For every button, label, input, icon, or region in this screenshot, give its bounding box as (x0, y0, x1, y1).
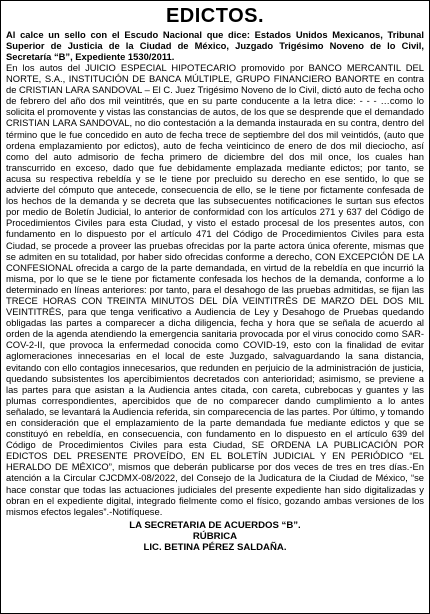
signature-rubric: RÚBRICA (192, 531, 238, 543)
signature-name: LIC. BETINA PÉREZ SALDAÑA. (143, 542, 287, 554)
page-title: EDICTOS. (165, 5, 265, 27)
signature-block (6, 520, 424, 554)
edict-body: En los autos del JUICIO ESPECIAL HIPOTECARIO promovido por BANCO MERCANTIL DEL NORTE, S.A., INSTITUCIÓN DE BANCA MÚLTIPLE, GRUPO FINANCIERO BANORTE en contra de CRISTIAN LARA SANDOVAL – El C. Juez Trigésimo Noveno de lo Civil, dictó auto de fecha ocho de febrero del año dos mil veintitrés, que en su parte conducente a la letra dice: - - - …como lo solicita el promovente y vistas las constancias de autos, de los que se desprende que el demandado CRISTIAN LARA SANDOVAL, no dio contestación a la demanda instaurada en su contra, dentro del término que le fue concedido en auto de fecha trece de septiembre del dos mil veintidós, (auto que ordena emplazamiento por edictos), auto de fecha veinticinco de enero de dos mil dieciocho, así como del auto admisorio de fecha primero de diciembre del dos mil once, los cuales han transcurrido en exceso, dado que fue debidamente emplazada mediante edictos; por tanto, se acusa su respectiva rebeldía y se le tiene por precluido su derecho en ese sentido, lo que se advierte del cómputo que antecede, consecuencia de ello, se le tiene por fictamente confesada de los hechos de la demanda y se decreta que las subsecuentes notificaciones le surtan sus efectos por medio de Boletín Judicial, lo anterior de conformidad con los artículos 271 y 637 del Código de Procedimientos Civiles para esta Ciudad, y visto el estado procesal de los presentes autos, con fundamento en lo dispuesto por el artículo 471 del Código de Procedimientos Civiles para esta Ciudad, se procede a proveer las pruebas ofrecidas por la parte actora única oferente, mismas que se admiten en su totalidad, por haber sido ofrecidas conforme a derecho, CON EXCEPCIÓN DE LA CONFESIONAL ofrecida a cargo de la parte demandada, en virtud de la rebeldía en que incurrió la misma, por lo que se le tiene por fictamente confesada los hechos de la demanda, conforme a lo determinado en líneas anteriores: por tanto, para el desahogo de las pruebas admitidas, se fijan las TRECE HORAS CON TREINTA MINUTOS DEL DÍA VEINTITRÉS DE MARZO DEL DOS MIL VEINTITRÉS, para que tenga verificativo a Audiencia de Ley y Desahogo de Pruebas quedando obligadas las partes a comparecer a dicha diligencia, fecha y hora que se señala de acuerdo al orden de la agenda atendiendo la emergencia sanitaria provocada por el virus conocido como SAR-COV-2-II, que provoca la enfermedad conocida como COVID-19, esto con la finalidad de evitar aglomeraciones innecesarias en el local de este Juzgado, salvaguardando la sana distancia, evitando con ello contagios innecesarios, que redunden en perjuicio de la administración de justicia, quedando subsistentes los apercibimientos decretados con anterioridad; asimismo, se previene a las partes para que asistan a la Audiencia antes citada, con careta, cubrebocas y guantes y las plumas correspondientes, apercibidos que de no comparecer dando cumplimiento a lo antes señalado, se levantará la Audiencia referida, sin comparecencia de las partes. Por último, y tomando en consideración que el emplazamiento de la parte demandada fue mediante edictos y que se constituyó en rebeldía, en consecuencia, con fundamento en lo dispuesto en el artículo 639 del Código de Procedimientos Civiles para esta Ciudad, SE ORDENA LA PUBLICACIÓN POR EDICTOS DEL PRESENTE PROVEÍDO, EN EL BOLETÍN JUDICIAL Y EN PERIÓDICO “EL HERALDO DE MÉXICO”, mismos que deberán publicarse por dos veces de tres en tres días.-En atención a la Circular CJCDMX-08/2022, del Consejo de la Judicatura de la Ciudad de México, “se hace constar que todas las actuaciones judiciales del presente expediente han sido digitalizadas y obran en el expediente digital, integrado fielmente como el físico, gozando ambas versiones de los mismos efectos legales”.-Notifíquese. (6, 62, 424, 517)
signature-title: LA SECRETARIA DE ACUERDOS “B”. (129, 519, 301, 531)
seal-header: Al calce un sello con el Escudo Nacional que dice: Estados Unidos Mexicanos, Tribunal Superior de Justicia de la Ciudad de México, Juzgado Trigésimo Noveno de lo Civil, Secretaría “B”, Expediente 1530/2011. (6, 29, 424, 62)
